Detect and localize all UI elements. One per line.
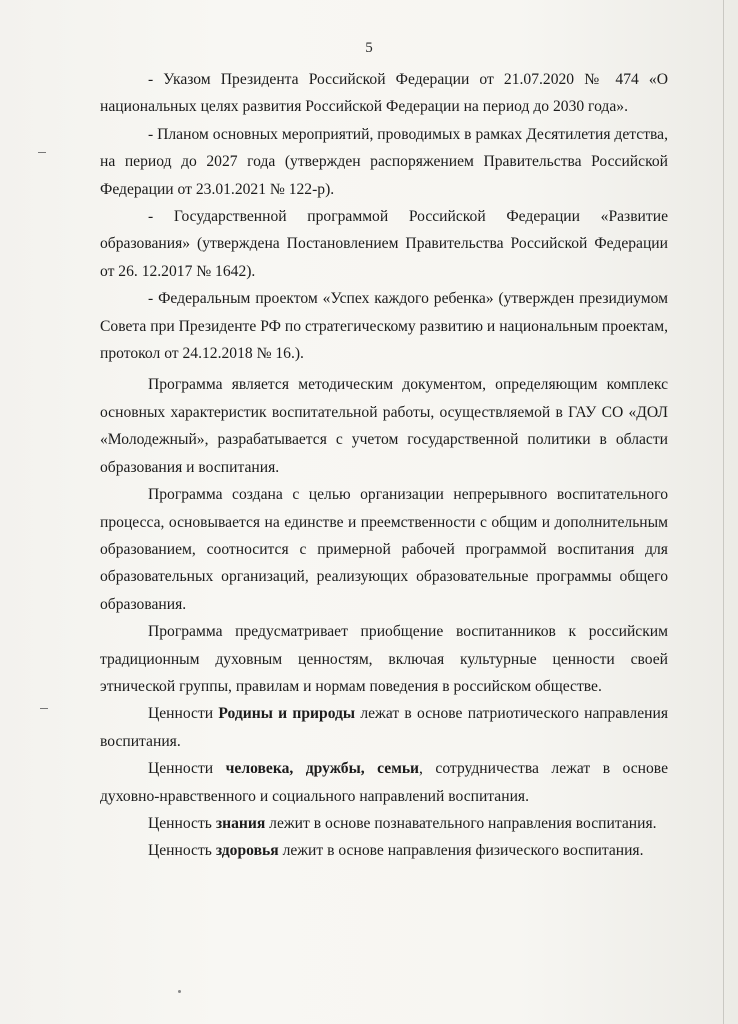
paragraph-state-program: - Государственной программой Российской Федерации «Развитие образования» (утверждена Постановлением Правительства Российской Федерации от 26. 12.2017 № 1642). xyxy=(100,208,668,280)
page-number: 5 xyxy=(365,40,373,56)
paragraph-value-homeland: Ценности Родины и природы лежат в основе патриотического направления воспитания. xyxy=(100,705,668,750)
paragraph-decade-plan: - Планом основных мероприятий, проводимых в рамках Десятилетия детства, на период до 2027 года (утвержден распоряжением Правительства Российской Федерации от 23.01.2021 № 122-р). xyxy=(100,125,668,198)
paragraph-value-human: Ценности человека, дружбы, семьи, сотрудничества лежат в основе духовно-нравственного и социального направлений воспитания. xyxy=(100,760,668,805)
bold-term: здоровья xyxy=(215,842,279,860)
bold-term: знания xyxy=(215,814,266,832)
scan-speck xyxy=(178,990,181,993)
bold-term: человека, дружбы, семьи xyxy=(225,760,420,778)
paragraph-value-health: Ценность здоровья лежит в основе направления физического воспитания. xyxy=(148,842,644,860)
paragraph-federal-project: - Федеральным проектом «Успех каждого ребенка» (утвержден президиумом Совета при Президенте РФ по стратегическому развитию и национальным проектам, протокол от 24.12.2018 № 16.). xyxy=(100,290,668,363)
paragraph-value-knowledge: Ценность знания лежит в основе познавательного направления воспитания. xyxy=(148,814,657,832)
document-body xyxy=(100,66,668,865)
page-edge xyxy=(723,0,724,1024)
paragraph-decree: - Указом Президента Российской Федерации от 21.07.2020 № 474 «О национальных целях развития Российской Федерации на период до 2030 года». xyxy=(100,71,668,116)
scan-mark xyxy=(40,708,48,709)
scan-mark xyxy=(38,152,46,153)
bold-term: Родины и природы xyxy=(218,705,356,723)
paragraph-program-definition: Программа является методическим документом, определяющим комплекс основных характеристик воспитательной работы, осуществляемой в ГАУ СО «ДОЛ «Молодежный», разрабатывается с учетом государственной политики в области образования и воспитания. xyxy=(100,376,668,476)
paragraph-program-goal: Программа создана с целью организации непрерывного воспитательного процесса, основывается на единстве и преемственности с общим и дополнительным образованием, соотносится с примерной рабочей программой воспитания для образовательных организаций, реализующих образовательные программы общего образования. xyxy=(100,486,668,613)
paragraph-program-values: Программа предусматривает приобщение воспитанников к российским традиционным духовным ценностям, включая культурные ценности своей этнической группы, правилам и нормам поведения в российском обществе. xyxy=(100,623,668,695)
